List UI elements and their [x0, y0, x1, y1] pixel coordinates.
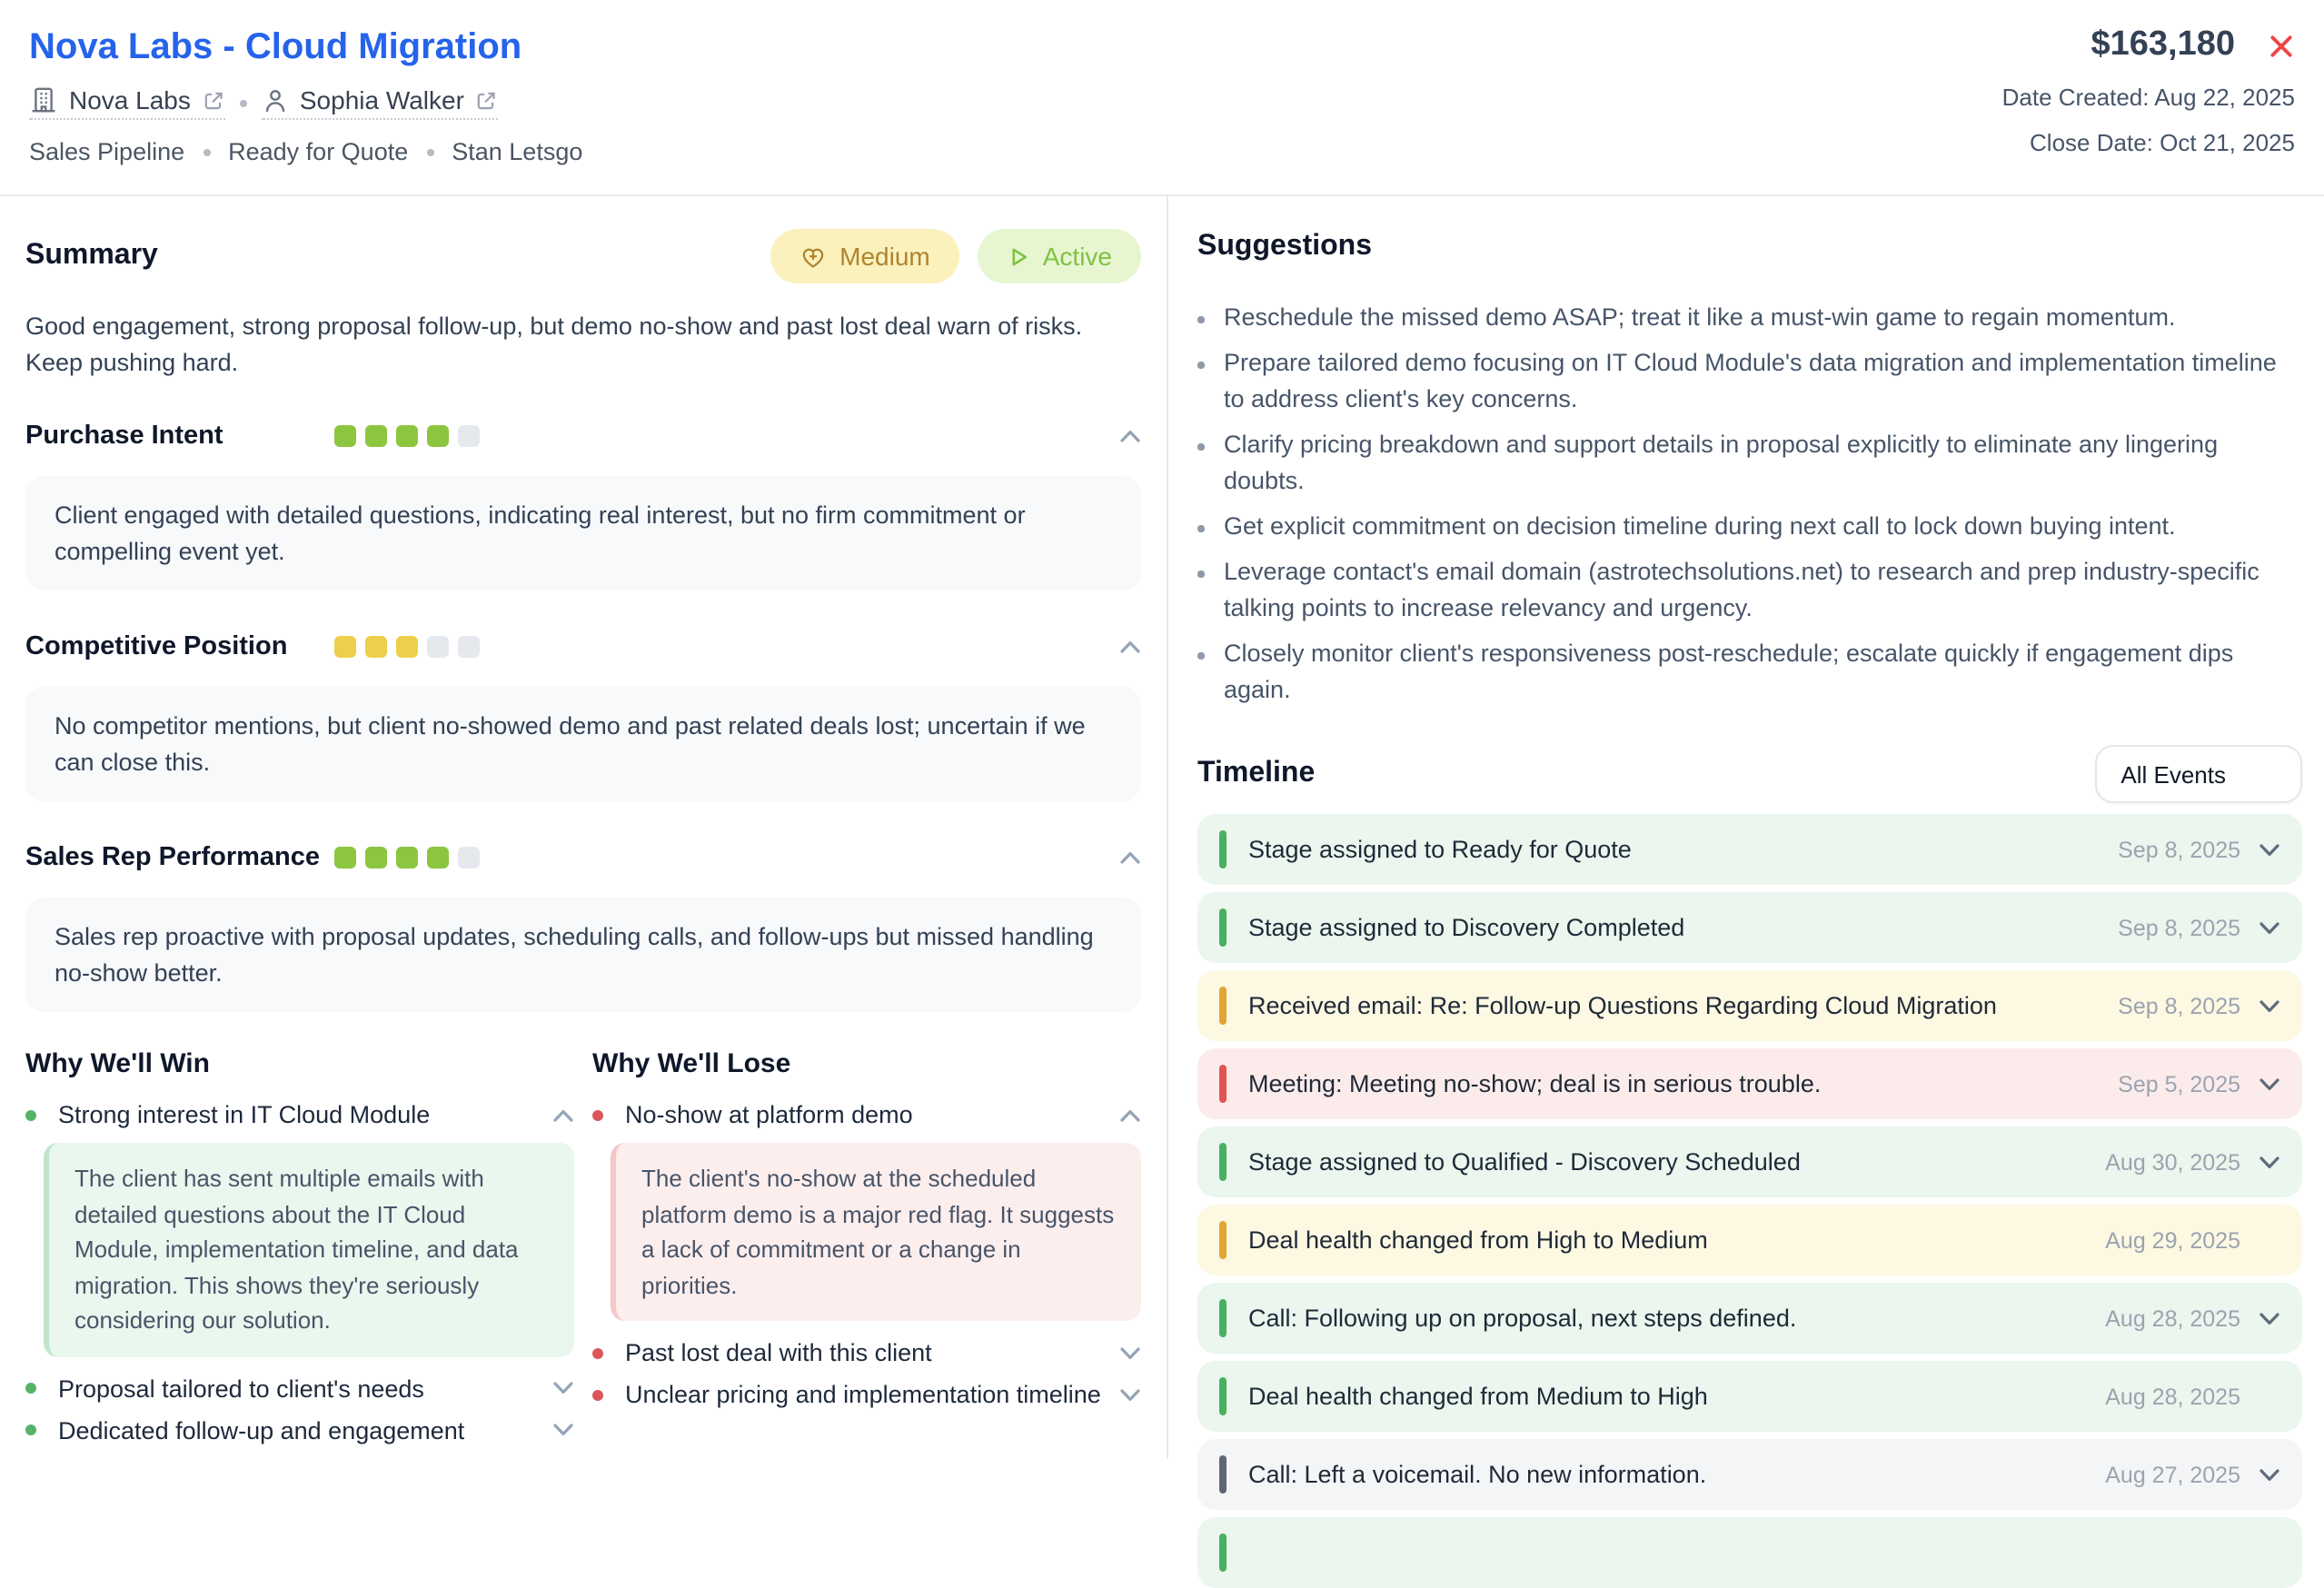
- summary-heading: Summary: [25, 240, 158, 271]
- metric-description: Client engaged with detailed questions, indicating real interest, but no firm commitment or compelling event yet.: [25, 476, 1141, 591]
- reason-item[interactable]: [592, 1339, 1141, 1366]
- bullet-icon: [1197, 652, 1204, 659]
- rating-square-filled: [334, 425, 356, 447]
- chevron-up-icon[interactable]: [1119, 640, 1141, 654]
- event-color-bar: [1219, 1299, 1227, 1337]
- event-date: Sep 8, 2025: [2118, 837, 2240, 862]
- timeline-event[interactable]: [1197, 814, 2302, 885]
- bullet-icon: [592, 1109, 603, 1120]
- status-badge[interactable]: [978, 229, 1141, 283]
- metric-label: Sales Rep Performance: [25, 843, 320, 872]
- dot-separator: [426, 148, 433, 155]
- event-date: Sep 8, 2025: [2118, 993, 2240, 1018]
- rating-square-filled: [365, 425, 387, 447]
- timeline-event[interactable]: [1197, 1048, 2302, 1119]
- deal-amount: $163,180: [2091, 25, 2235, 64]
- bullet-icon: [592, 1389, 603, 1400]
- event-color-bar: [1219, 908, 1227, 947]
- reason-label: Dedicated follow-up and engagement: [58, 1416, 465, 1444]
- rating-square-empty: [458, 636, 480, 658]
- reason-block: [592, 1339, 1141, 1366]
- event-color-bar: [1219, 830, 1227, 868]
- chevron-down-icon[interactable]: [2259, 920, 2280, 935]
- summary-text: Good engagement, strong proposal follow-up, but demo no-show and past lost deal warn of risks. Keep pushing hard.: [25, 313, 1083, 375]
- external-link-icon[interactable]: [202, 88, 225, 112]
- bullet-icon: [592, 1347, 603, 1358]
- bullet-icon: [25, 1383, 36, 1394]
- reason-detail: The client's no-show at the scheduled platform demo is a major red flag. It suggests a lack of commitment or a change in priorities.: [611, 1143, 1141, 1321]
- timeline-event[interactable]: [1197, 892, 2302, 963]
- dot-separator: [203, 148, 210, 155]
- reason-block: [25, 1416, 574, 1444]
- suggestion-item: [1197, 427, 2302, 500]
- deal-header-right: [2002, 25, 2295, 156]
- win-heading: Why We'll Win: [25, 1048, 210, 1079]
- suggestions-list: [1197, 300, 2302, 709]
- chevron-up-icon[interactable]: [1119, 1107, 1141, 1122]
- lose-heading: Why We'll Lose: [592, 1048, 791, 1079]
- event-label: Call: Left a voicemail. No new information.: [1248, 1461, 1707, 1488]
- reason-block: [592, 1101, 1141, 1321]
- reason-block: [592, 1381, 1141, 1408]
- bullet-icon: [1197, 525, 1204, 531]
- event-date: Sep 8, 2025: [2118, 915, 2240, 940]
- event-color-bar: [1219, 1377, 1227, 1415]
- rating-square-filled: [396, 636, 418, 658]
- chevron-down-icon[interactable]: [2259, 1077, 2280, 1091]
- event-label: Meeting: Meeting no-show; deal is in serious trouble.: [1248, 1070, 1822, 1097]
- date-created: Date Created: Aug 22, 2025: [2001, 84, 2295, 111]
- timeline-event[interactable]: [1197, 1126, 2302, 1197]
- event-date: Aug 27, 2025: [2105, 1462, 2240, 1487]
- suggestion-item: [1197, 636, 2302, 709]
- event-label: Deal health changed from Medium to High: [1248, 1383, 1708, 1410]
- building-icon: [29, 85, 58, 114]
- status-badge-label: Active: [1042, 242, 1112, 271]
- reason-item[interactable]: [25, 1101, 574, 1128]
- dot-separator: [240, 99, 247, 106]
- bullet-icon: [1197, 316, 1204, 323]
- reason-block: [25, 1101, 574, 1356]
- company-link[interactable]: [29, 85, 225, 120]
- metric-header[interactable]: [25, 420, 1141, 452]
- lose-column: [592, 1048, 1141, 1458]
- metrics-list: [25, 420, 1141, 1012]
- event-color-bar: [1219, 1221, 1227, 1259]
- win-list: [25, 1101, 574, 1444]
- event-label: Call: Following up on proposal, next steps defined.: [1248, 1305, 1797, 1332]
- rating-square-filled: [334, 847, 356, 868]
- chevron-up-icon[interactable]: [552, 1107, 574, 1122]
- timeline-events: [1197, 814, 2302, 1588]
- chevron-up-icon[interactable]: [1119, 850, 1141, 865]
- rating-square-empty: [427, 636, 449, 658]
- chevron-up-icon[interactable]: [1119, 429, 1141, 443]
- play-icon: [1007, 244, 1030, 268]
- event-date: Aug 30, 2025: [2105, 1149, 2240, 1175]
- rating-square-filled: [396, 847, 418, 868]
- rating-square-filled: [334, 636, 356, 658]
- suggestion-item: [1197, 554, 2302, 627]
- event-date: Aug 28, 2025: [2105, 1384, 2240, 1409]
- timeline-event[interactable]: [1197, 1361, 2302, 1432]
- timeline-event[interactable]: [1197, 1439, 2302, 1510]
- metric-header[interactable]: [25, 630, 1141, 663]
- summary-column: [0, 196, 1168, 1459]
- owner-name: Stan Letsgo: [452, 138, 583, 165]
- external-link-icon[interactable]: [475, 88, 499, 112]
- reason-block: [25, 1375, 574, 1402]
- suggestions-heading: Suggestions: [1197, 231, 1373, 262]
- metric-description: No competitor mentions, but client no-showed demo and past related deals lost; uncertain if we can close this.: [25, 687, 1141, 801]
- metric-rating: [334, 847, 480, 868]
- event-color-bar: [1219, 1065, 1227, 1103]
- event-label: Stage assigned to Qualified - Discovery Scheduled: [1248, 1148, 1801, 1176]
- event-date: Sep 5, 2025: [2118, 1071, 2240, 1097]
- suggestion-text: Get explicit commitment on decision timeline during next call to lock down buying intent.: [1224, 512, 2176, 540]
- suggestion-text: Closely monitor client's responsiveness post-reschedule; escalate quickly if engagement dips again.: [1224, 640, 2234, 703]
- suggestion-item: [1197, 509, 2302, 545]
- event-date: Aug 28, 2025: [2105, 1305, 2240, 1331]
- chevron-down-icon[interactable]: [1119, 1345, 1141, 1360]
- timeline-event[interactable]: [1197, 1283, 2302, 1354]
- reason-label: Unclear pricing and implementation timeline: [625, 1381, 1101, 1408]
- suggestion-text: Leverage contact's email domain (astrotechsolutions.net) to research and prep industry-specific talking points to increase relevancy and urgency.: [1224, 558, 2259, 621]
- timeline-filter-value: All Events: [2120, 760, 2226, 788]
- chevron-down-icon[interactable]: [552, 1381, 574, 1395]
- chevron-down-icon[interactable]: [552, 1423, 574, 1437]
- bullet-icon: [25, 1109, 36, 1120]
- close-icon[interactable]: [2268, 32, 2295, 59]
- chevron-down-icon[interactable]: [2259, 1155, 2280, 1169]
- company-name: Nova Labs: [69, 85, 191, 114]
- deal-header-left: [29, 25, 582, 165]
- bullet-icon: [1197, 443, 1204, 450]
- event-date: Aug 29, 2025: [2105, 1227, 2240, 1253]
- stage-name: Ready for Quote: [228, 138, 409, 165]
- contact-name: Sophia Walker: [299, 85, 464, 114]
- metric-section: [25, 420, 1141, 591]
- rating-square-empty: [458, 847, 480, 868]
- pipeline-name: Sales Pipeline: [29, 138, 185, 165]
- metric-rating: [334, 636, 480, 658]
- chevron-down-icon[interactable]: [2259, 842, 2280, 857]
- metric-description: Sales rep proactive with proposal updates, scheduling calls, and follow-ups but missed handling no-show better.: [25, 898, 1141, 1012]
- reason-label: Proposal tailored to client's needs: [58, 1375, 424, 1402]
- timeline-filter-dropdown[interactable]: [2095, 745, 2302, 803]
- reason-label: No-show at platform demo: [625, 1101, 913, 1128]
- reason-label: Past lost deal with this client: [625, 1339, 932, 1366]
- suggestion-text: Clarify pricing breakdown and support details in proposal explicitly to eliminate any lingering doubts.: [1224, 431, 2219, 494]
- reason-item[interactable]: [592, 1381, 1141, 1408]
- content-columns: [0, 196, 2324, 1488]
- deal-header: [0, 0, 2324, 196]
- suggestion-item: [1197, 345, 2302, 418]
- chevron-down-icon[interactable]: [1119, 1387, 1141, 1402]
- event-label: Deal health changed from High to Medium: [1248, 1226, 1708, 1254]
- activity-column: [1168, 196, 2324, 1488]
- chevron-down-icon[interactable]: [2259, 1467, 2280, 1482]
- rating-square-filled: [396, 425, 418, 447]
- chevron-down-icon[interactable]: [2259, 1311, 2280, 1325]
- heart-plus-icon: [799, 243, 827, 270]
- lose-list: [592, 1101, 1141, 1408]
- rating-square-filled: [427, 847, 449, 868]
- health-badge-label: Medium: [839, 242, 930, 271]
- bullet-icon: [25, 1424, 36, 1435]
- reason-item[interactable]: [592, 1101, 1141, 1128]
- metric-header[interactable]: [25, 841, 1141, 874]
- reason-item[interactable]: [25, 1375, 574, 1402]
- win-column: [25, 1048, 574, 1458]
- rating-square-filled: [365, 636, 387, 658]
- suggestion-text: Prepare tailored demo focusing on IT Cloud Module's data migration and implementation timeline to address client's key concerns.: [1224, 349, 2277, 412]
- timeline-event[interactable]: [1197, 970, 2302, 1041]
- metric-rating: [334, 425, 480, 447]
- timeline-event[interactable]: [1197, 1517, 2302, 1588]
- timeline-event[interactable]: [1197, 1205, 2302, 1275]
- win-lose-section: [25, 1048, 1141, 1458]
- reason-label: Strong interest in IT Cloud Module: [58, 1101, 431, 1128]
- event-color-bar: [1219, 987, 1227, 1025]
- event-color-bar: [1219, 1455, 1227, 1494]
- person-icon: [262, 86, 289, 114]
- timeline-heading: Timeline: [1197, 758, 1316, 789]
- close-date: Close Date: Oct 21, 2025: [2030, 129, 2295, 156]
- reason-item[interactable]: [25, 1416, 574, 1444]
- metric-section: [25, 841, 1141, 1012]
- bullet-icon: [1197, 571, 1204, 577]
- event-label: Stage assigned to Discovery Completed: [1248, 914, 1685, 941]
- metric-section: [25, 630, 1141, 801]
- event-label: Stage assigned to Ready for Quote: [1248, 836, 1632, 863]
- metric-label: Purchase Intent: [25, 422, 223, 451]
- page-title[interactable]: Nova Labs - Cloud Migration: [29, 27, 522, 67]
- reason-detail: The client has sent multiple emails with detailed questions about the IT Cloud Module, implementation timeline, and data migration. This shows they're seriously considering our solution.: [44, 1143, 574, 1356]
- contact-link[interactable]: [262, 85, 499, 120]
- event-label: Received email: Re: Follow-up Questions Regarding Cloud Migration: [1248, 992, 1997, 1019]
- rating-square-filled: [365, 847, 387, 868]
- metric-label: Competitive Position: [25, 632, 288, 661]
- health-badge[interactable]: [770, 229, 959, 283]
- chevron-down-icon[interactable]: [2259, 998, 2280, 1013]
- rating-square-filled: [427, 425, 449, 447]
- bullet-icon: [1197, 362, 1204, 368]
- pipeline-row: [29, 138, 582, 165]
- rating-square-empty: [458, 425, 480, 447]
- deal-relations-row: [29, 85, 582, 120]
- event-color-bar: [1219, 1143, 1227, 1181]
- event-color-bar: [1219, 1533, 1227, 1572]
- suggestion-text: Reschedule the missed demo ASAP; treat it like a must-win game to regain momentum.: [1224, 303, 2176, 331]
- deal-badges: [770, 229, 1141, 283]
- suggestion-item: [1197, 300, 2302, 336]
